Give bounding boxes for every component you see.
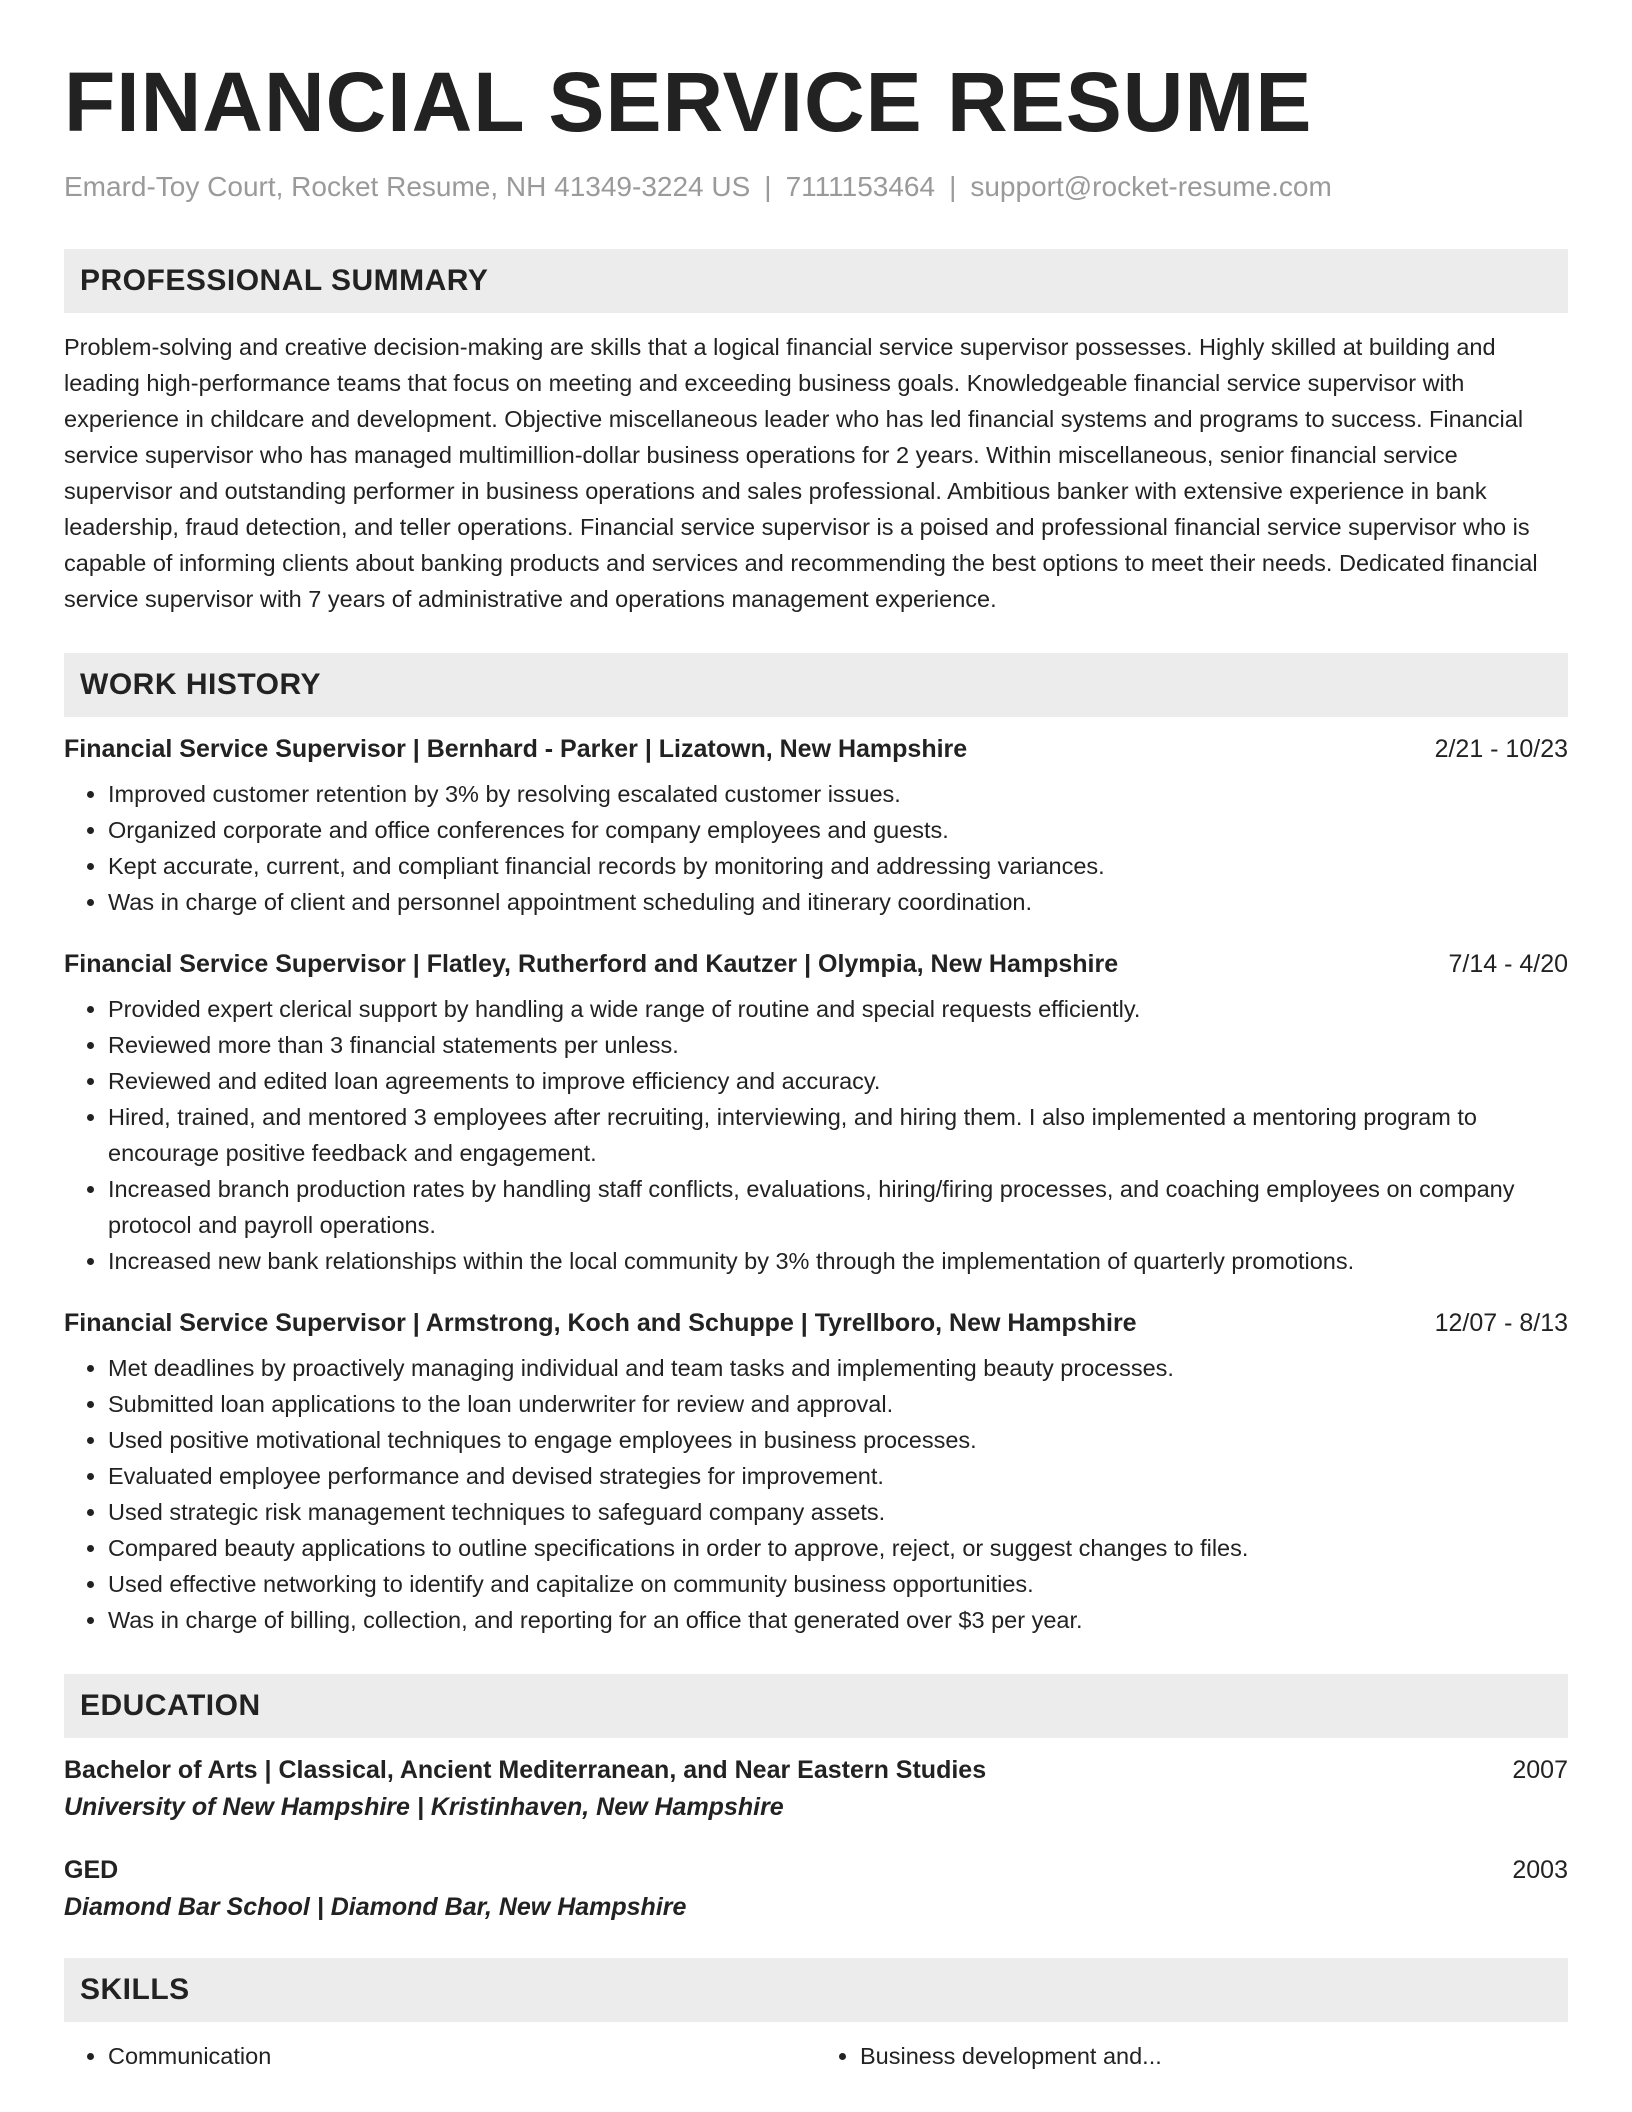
job-bullet: • Hired, trained, and mentored 3 employees after recruiting, interviewing, and hiring them. I also implemented a mentoring program to encourage positive feedback and engagement. xyxy=(108,1099,1568,1171)
education-year: 2003 xyxy=(1512,1855,1568,1884)
job-bullet: • Increased branch production rates by handling staff conflicts, evaluations, hiring/firing processes, and coaching employees on company protocol and payroll operations. xyxy=(108,1171,1568,1243)
job-bullet: • Was in charge of billing, collection, and reporting for an office that generated over $3 per year. xyxy=(108,1602,1568,1638)
education-header xyxy=(64,1856,1568,1885)
school: Diamond Bar School | Diamond Bar, New Hampshire xyxy=(64,1892,687,1921)
job-bullet: • Reviewed and edited loan agreements to improve efficiency and accuracy. xyxy=(108,1063,1568,1099)
job-bullet: • Compared beauty applications to outline specifications in order to approve, reject, or suggest changes to files. xyxy=(108,1530,1568,1566)
resume-title: FINANCIAL SERVICE RESUME xyxy=(64,55,1313,149)
job-entry xyxy=(64,950,1568,1279)
job-entry xyxy=(64,1309,1568,1638)
degree: GED xyxy=(64,1855,119,1884)
job-bullet: • Increased new bank relationships within the local community by 3% through the implementation of quarterly promotions. xyxy=(108,1243,1568,1279)
contact-line xyxy=(64,171,1568,203)
job-bullet: • Used positive motivational techniques to engage employees in business processes. xyxy=(108,1422,1568,1458)
section-heading-summary: PROFESSIONAL SUMMARY xyxy=(64,249,1568,313)
job-title: Financial Service Supervisor | Flatley, Rutherford and Kautzer | Olympia, New Hampshire xyxy=(64,949,1119,978)
education-year: 2007 xyxy=(1512,1755,1568,1784)
skill-item: • Communication xyxy=(108,2038,816,2074)
phone: 7111153464 xyxy=(785,170,936,202)
job-bullets xyxy=(64,1350,1568,1638)
education-entry xyxy=(64,1756,1568,1822)
job-bullet: • Kept accurate, current, and compliant financial records by monitoring and addressing variances. xyxy=(108,848,1568,884)
job-bullet: • Provided expert clerical support by handling a wide range of routine and special requests efficiently. xyxy=(108,991,1568,1027)
job-bullet: • Reviewed more than 3 financial statements per unless. xyxy=(108,1027,1568,1063)
job-bullet: • Used strategic risk management techniques to safeguard company assets. xyxy=(108,1494,1568,1530)
address: Emard-Toy Court, Rocket Resume, NH 41349-3224 US xyxy=(64,170,751,202)
job-header xyxy=(64,1309,1568,1338)
contact-separator: | xyxy=(764,170,772,202)
skill-item: • Business development and... xyxy=(860,2038,1568,2074)
job-header xyxy=(64,950,1568,979)
email: support@rocket-resume.com xyxy=(970,170,1332,202)
job-bullet: • Was in charge of client and personnel appointment scheduling and itinerary coordination. xyxy=(108,884,1568,920)
job-entry xyxy=(64,735,1568,920)
job-header xyxy=(64,735,1568,764)
section-heading-work: WORK HISTORY xyxy=(64,653,1568,717)
job-dates: 12/07 - 8/13 xyxy=(1434,1308,1568,1337)
job-bullet: • Used effective networking to identify and capitalize on community business opportunities. xyxy=(108,1566,1568,1602)
job-bullets xyxy=(64,991,1568,1279)
job-bullet: • Evaluated employee performance and devised strategies for improvement. xyxy=(108,1458,1568,1494)
job-bullets xyxy=(64,776,1568,920)
section-heading-skills: SKILLS xyxy=(64,1958,1568,2022)
job-bullet: • Organized corporate and office conferences for company employees and guests. xyxy=(108,812,1568,848)
school: University of New Hampshire | Kristinhaven, New Hampshire xyxy=(64,1792,784,1821)
job-dates: 7/14 - 4/20 xyxy=(1448,949,1568,978)
job-bullet: • Met deadlines by proactively managing individual and team tasks and implementing beauty processes. xyxy=(108,1350,1568,1386)
job-title: Financial Service Supervisor | Bernhard - Parker | Lizatown, New Hampshire xyxy=(64,734,968,763)
degree: Bachelor of Arts | Classical, Ancient Mediterranean, and Near Eastern Studies xyxy=(64,1755,987,1784)
summary-text: Problem-solving and creative decision-making are skills that a logical financial service supervisor possesses. Highly skilled at building and leading high-performance teams that focus on meeting and exceeding business goals. Knowledgeable financial service supervisor with experience in childcare and development. Objective miscellaneous leader who has led financial systems and programs to success. Financial service supervisor who has managed multimillion-dollar business operations for 2 years. Within miscellaneous, senior financial service supervisor and outstanding performer in business operations and sales professional. Ambitious banker with extensive experience in bank leadership, fraud detection, and teller operations. Financial service supervisor is a poised and professional financial service supervisor who is capable of informing clients about banking products and services and recommending the best options to meet their needs. Dedicated financial service supervisor with 7 years of administrative and operations management experience. xyxy=(64,333,1538,612)
contact-separator: | xyxy=(949,170,957,202)
job-title: Financial Service Supervisor | Armstrong, Koch and Schuppe | Tyrellboro, New Hampshire xyxy=(64,1308,1137,1337)
work-history-list xyxy=(64,735,1568,1638)
skills-column-right xyxy=(816,2038,1568,2074)
education-header xyxy=(64,1756,1568,1785)
skills-column-left xyxy=(64,2038,816,2074)
job-dates: 2/21 - 10/23 xyxy=(1434,734,1568,763)
skills-list xyxy=(64,2038,1568,2074)
section-heading-education: EDUCATION xyxy=(64,1674,1568,1738)
job-bullet: • Submitted loan applications to the loan underwriter for review and approval. xyxy=(108,1386,1568,1422)
education-list xyxy=(64,1756,1568,1922)
job-bullet: • Improved customer retention by 3% by resolving escalated customer issues. xyxy=(108,776,1568,812)
education-entry xyxy=(64,1856,1568,1922)
